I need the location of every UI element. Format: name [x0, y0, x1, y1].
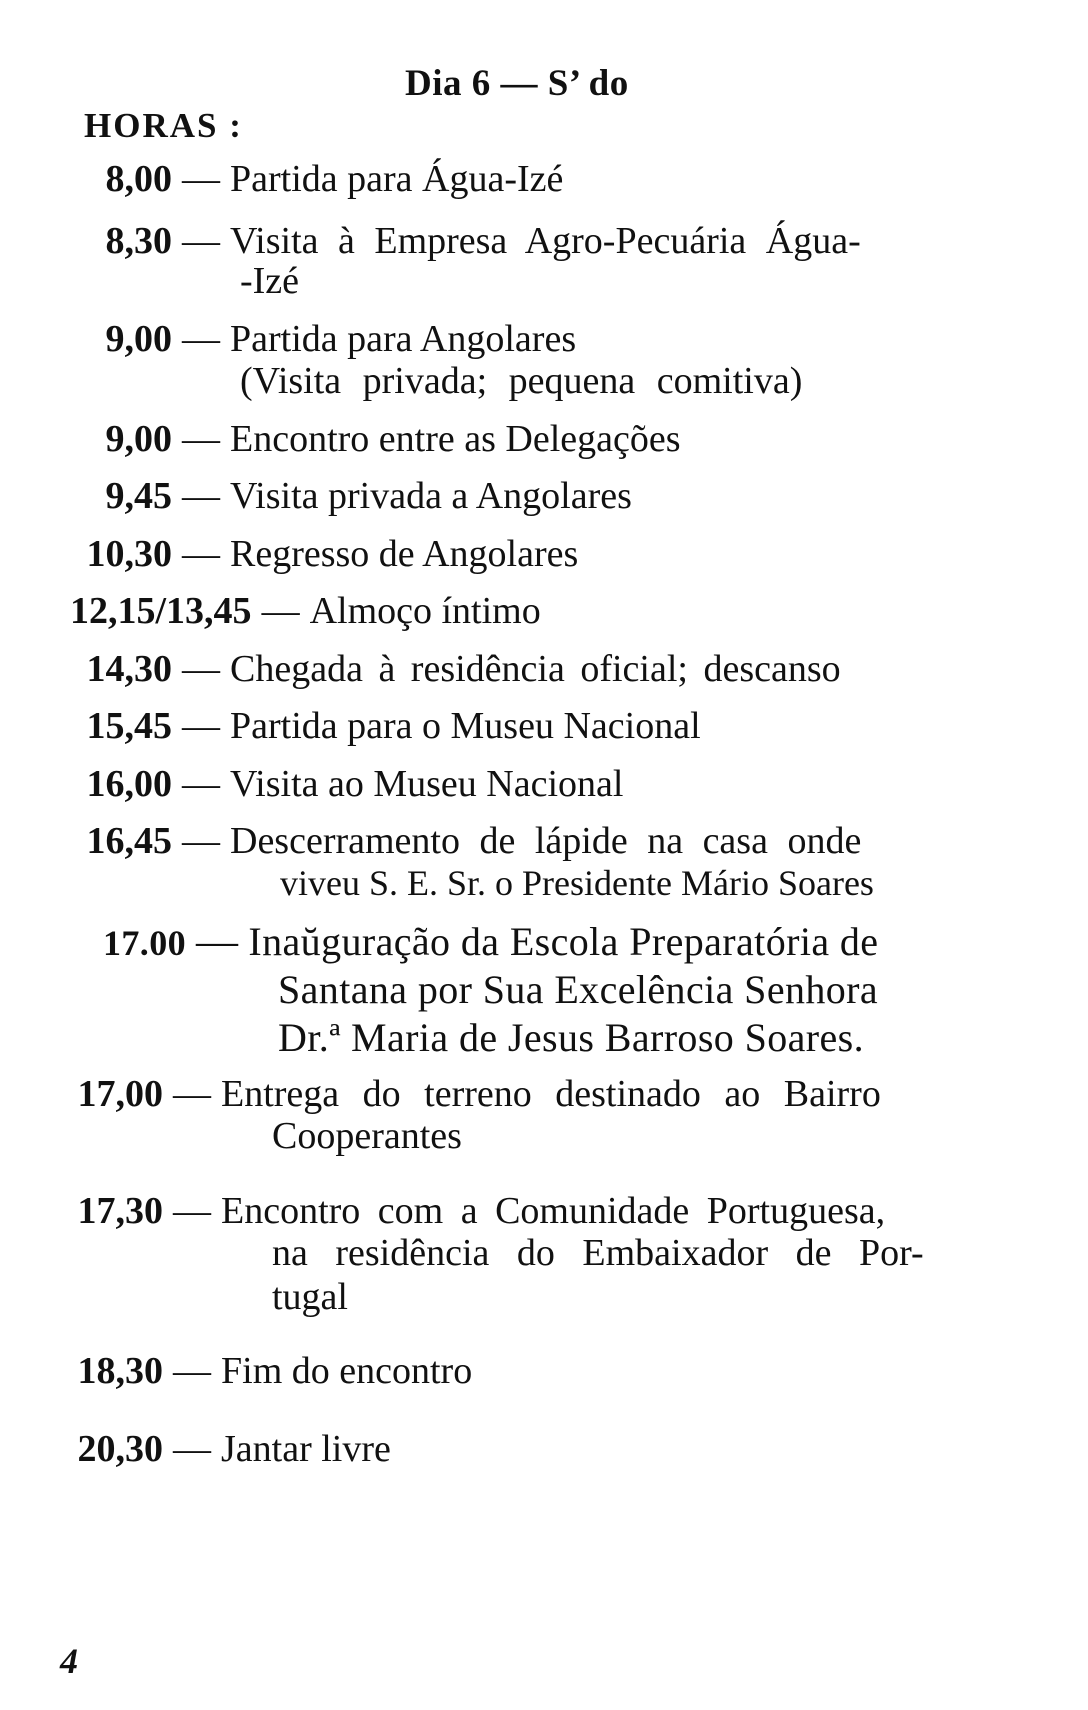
entry-description: Partida para o Museu Nacional	[230, 705, 701, 747]
entry-dash: —	[182, 533, 220, 575]
entry-dash: —	[173, 1073, 211, 1115]
schedule-entry	[60, 763, 623, 806]
page-number: 4	[60, 1641, 78, 1681]
entry-description: Descerramento de lápide na casa onde	[230, 820, 862, 862]
entry-description: Almoço íntimo	[309, 590, 541, 632]
entry-description: Partida para Água-Izé	[230, 158, 564, 200]
entry-dash: —	[182, 158, 220, 200]
entry-time: 8,00	[105, 158, 172, 200]
horas-label: HORAS :	[84, 106, 243, 145]
entry-dash: —	[261, 590, 300, 632]
entry-description: Visita à Empresa Agro-Pecuária Água-	[230, 220, 861, 262]
entry-description: Partida para Angolares	[230, 318, 577, 360]
entry-dash: —	[182, 763, 220, 805]
entry-description: Jantar livre	[221, 1428, 391, 1470]
entry-dash: —	[182, 318, 220, 360]
entry-continuation: na residência do Embaixador de Por-	[272, 1232, 924, 1274]
schedule-entry	[60, 220, 861, 263]
entry-dash: —	[182, 418, 220, 460]
entry-time: 17.00	[103, 923, 186, 963]
schedule-entry	[60, 475, 632, 518]
entry-dash: —	[196, 919, 239, 965]
schedule-entry	[55, 1190, 885, 1233]
entry-dash: —	[182, 705, 220, 747]
schedule-entry	[60, 318, 576, 361]
entry-time: 12,15/13,45	[70, 590, 252, 632]
entry-description: Inaŭguração da Escola Preparatória de	[248, 919, 879, 964]
entry-time: 10,30	[86, 533, 172, 575]
schedule-entry	[78, 920, 878, 965]
entry-dash: —	[182, 648, 220, 690]
schedule-entry	[60, 158, 563, 201]
entry-time: 9,45	[105, 475, 172, 517]
entry-time: 17,00	[77, 1073, 163, 1115]
entry-dash: —	[182, 820, 220, 862]
entry-time: 16,45	[86, 820, 172, 862]
entry-description: Encontro entre as Delegações	[230, 418, 681, 460]
entry-continuation: tugal	[272, 1276, 348, 1318]
entry-description: Fim do encontro	[221, 1350, 473, 1392]
entry-continuation: Dr.ª Maria de Jesus Barroso Soares.	[278, 1015, 865, 1060]
entry-description: Encontro com a Comunidade Portuguesa,	[221, 1190, 886, 1232]
entry-time: 9,00	[105, 318, 172, 360]
day-title: Dia 6 — S’ do	[405, 63, 629, 104]
schedule-entry	[60, 418, 681, 461]
entry-continuation: -Izé	[240, 260, 300, 302]
entry-description: Visita privada a Angolares	[230, 475, 632, 517]
entry-time: 8,30	[105, 220, 172, 262]
entry-dash: —	[182, 220, 220, 262]
schedule-entry	[60, 533, 578, 576]
entry-description: Chegada à residência oficial; descanso	[230, 648, 841, 690]
entry-dash: —	[173, 1428, 211, 1470]
entry-description: Visita ao Museu Nacional	[230, 763, 624, 805]
entry-description: Entrega do terreno destinado ao Bairro	[221, 1073, 881, 1115]
schedule-entry	[55, 1350, 472, 1393]
entry-time: 15,45	[86, 705, 172, 747]
schedule-entry	[70, 590, 541, 633]
entry-continuation: viveu S. E. Sr. o Presidente Mário Soares	[280, 863, 874, 903]
entry-time: 9,00	[105, 418, 172, 460]
schedule-entry	[60, 648, 841, 691]
entry-continuation: (Visita privada; pequena comitiva)	[240, 360, 803, 402]
entry-dash: —	[182, 475, 220, 517]
schedule-entry	[60, 820, 861, 863]
schedule-entry	[55, 1428, 391, 1471]
entry-time: 16,00	[86, 763, 172, 805]
schedule-entry	[55, 1073, 881, 1116]
entry-dash: —	[173, 1350, 211, 1392]
entry-dash: —	[173, 1190, 211, 1232]
entry-continuation: Santana por Sua Excelência Senhora	[278, 967, 879, 1012]
entry-time: 18,30	[77, 1350, 163, 1392]
entry-time: 17,30	[77, 1190, 163, 1232]
entry-continuation: Cooperantes	[272, 1115, 462, 1157]
schedule-entry	[60, 705, 701, 748]
entry-time: 20,30	[77, 1428, 163, 1470]
entry-description: Regresso de Angolares	[230, 533, 579, 575]
entry-time: 14,30	[86, 648, 172, 690]
